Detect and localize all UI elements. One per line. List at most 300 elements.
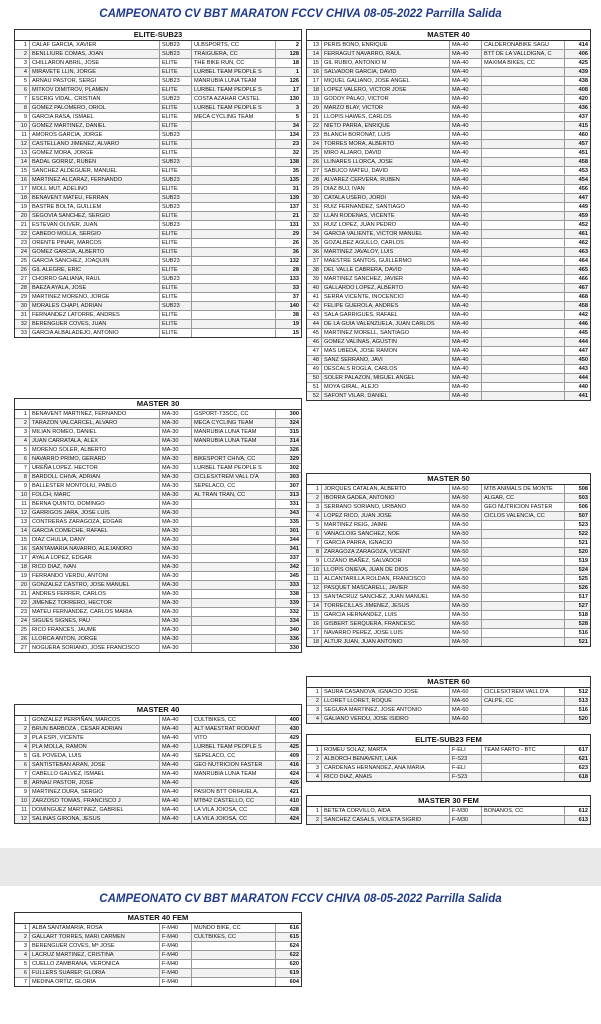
club — [192, 176, 276, 184]
club — [192, 960, 276, 968]
position: 3 — [307, 503, 322, 511]
bib-number: 421 — [289, 789, 299, 795]
rider-row — [15, 266, 301, 275]
category-code: MA-60 — [450, 688, 482, 696]
category-code: MA-40 — [450, 257, 482, 265]
rider-name: GOZALBEZ AGULLO, CARLOS — [322, 239, 450, 247]
club: LURBEL TEAM PEOPLE S — [192, 86, 276, 94]
rider-row — [307, 512, 590, 521]
bib-number: 468 — [578, 294, 588, 300]
rider-row — [307, 807, 590, 816]
rider-row — [15, 473, 301, 482]
position: 2 — [15, 50, 30, 58]
rider-row — [15, 104, 301, 113]
rider-row — [307, 494, 590, 503]
position: 44 — [307, 320, 322, 328]
category-code: MA-40 — [450, 131, 482, 139]
rider-name: MARTINEZ JAVALOY, LUIS — [322, 248, 450, 256]
category-code: MA-50 — [450, 503, 482, 511]
rider-name: FELIPE GUEROLA, ANDRES — [322, 302, 450, 310]
bib-number: 453 — [578, 168, 588, 174]
bib-number: 329 — [289, 456, 299, 462]
rider-row — [307, 95, 590, 104]
category-code: SUB23 — [160, 275, 192, 283]
rider-row — [307, 584, 590, 593]
bib-number: 331 — [289, 501, 299, 507]
rider-name: MIQUEL GALIANO, JOSE ANGEL — [322, 77, 450, 85]
club — [192, 149, 276, 157]
rider-name: ALBA SANTAMARIA, ROSA — [30, 924, 160, 932]
position: 3 — [307, 764, 322, 772]
rider-list — [307, 688, 590, 723]
position: 50 — [307, 374, 322, 382]
rider-row — [307, 706, 590, 715]
position: 32 — [15, 320, 30, 328]
club: BIKESPORT CHIVA, CC — [192, 455, 276, 463]
rider-name: MARTINEZ SANCHEZ, JAVIER — [322, 275, 450, 283]
position: 1 — [307, 485, 322, 493]
bib-number: 332 — [289, 609, 299, 615]
club: PASION BTT ORIHUELA, — [192, 788, 276, 796]
position: 11 — [307, 575, 322, 583]
club — [192, 626, 276, 634]
rider-row — [15, 257, 301, 266]
rider-name: ALCANTARILLA ROLDAN, FRANCISCO — [322, 575, 450, 583]
club — [482, 584, 565, 592]
category-code: MA-40 — [450, 167, 482, 175]
rider-row — [307, 104, 590, 113]
bib-number: 19 — [292, 321, 299, 327]
position: 21 — [15, 590, 30, 598]
club — [482, 86, 565, 94]
rider-name: GOMEZ MARTINEZ, DANIEL — [30, 122, 160, 130]
rider-row — [307, 575, 590, 584]
rider-name: MORALES CHAPI, ADRIAN — [30, 302, 160, 310]
club — [192, 284, 276, 292]
rider-name: MIRAVETE LLIN, JORGE — [30, 68, 160, 76]
rider-row — [15, 581, 301, 590]
bib-number: 457 — [578, 141, 588, 147]
category-code: MA-30 — [160, 410, 192, 418]
bib-number: 18 — [292, 60, 299, 66]
position: 14 — [15, 527, 30, 535]
category-code: MA-40 — [450, 248, 482, 256]
rider-name: GARCIA SANCHEZ, JOAQUIN — [30, 257, 160, 265]
bib-number: 623 — [578, 765, 588, 771]
position: 6 — [15, 86, 30, 94]
rider-name: MOYA GIRAL, ALEJO — [322, 383, 450, 391]
rider-row — [15, 203, 301, 212]
rider-row — [15, 140, 301, 149]
position: 17 — [15, 554, 30, 562]
rider-name: TORRECILLAS JIMENEZ, JESUS — [322, 602, 450, 610]
category-code: MA-40 — [160, 716, 192, 724]
bib-number: 459 — [578, 213, 588, 219]
category-code: ELITE — [160, 122, 192, 130]
bib-number: 467 — [578, 285, 588, 291]
rider-row — [307, 284, 590, 293]
position: 23 — [15, 608, 30, 616]
rider-name: PLA MOLLA, RAMON — [30, 743, 160, 751]
rider-row — [15, 536, 301, 545]
rider-name: PASQUET MASCARELL, JAVIER — [322, 584, 450, 592]
club — [192, 644, 276, 652]
category-code: MA-50 — [450, 566, 482, 574]
bib-number: 446 — [578, 321, 588, 327]
club — [482, 203, 565, 211]
rider-row — [307, 620, 590, 629]
bib-number: 300 — [289, 411, 299, 417]
club — [482, 706, 565, 714]
club — [192, 500, 276, 508]
bib-number: 613 — [578, 817, 588, 823]
club — [482, 293, 565, 301]
rider-name: MILIAN ROMEO, DANIEL — [30, 428, 160, 436]
position: 27 — [15, 275, 30, 283]
bib-number: 313 — [289, 492, 299, 498]
club — [482, 248, 565, 256]
bib-number: 528 — [578, 621, 588, 627]
position: 5 — [15, 752, 30, 760]
category-code: F-ELI — [450, 746, 482, 754]
bib-number: 444 — [578, 339, 588, 345]
club: LA VILA JOIOSA, CC — [192, 806, 276, 814]
bib-number: 2 — [295, 42, 299, 48]
rider-name: RUIZ FERNANDEZ, SANTIAGO — [322, 203, 450, 211]
bib-number: 35 — [292, 168, 299, 174]
category-code: MA-40 — [160, 779, 192, 787]
category-code: MA-40 — [450, 59, 482, 67]
position: 14 — [15, 158, 30, 166]
position: 19 — [15, 203, 30, 211]
club — [482, 167, 565, 175]
category-code: MA-50 — [450, 602, 482, 610]
position: 39 — [307, 275, 322, 283]
rider-row — [307, 697, 590, 706]
rider-row — [307, 557, 590, 566]
category-code: MA-40 — [450, 329, 482, 337]
rider-row — [15, 221, 301, 230]
bib-number: 38 — [292, 312, 299, 318]
position: 16 — [307, 68, 322, 76]
position: 14 — [307, 602, 322, 610]
position: 24 — [15, 617, 30, 625]
club: GEO NUTRICION FASTER — [192, 761, 276, 769]
club: ALT MAESTRAT RODANT — [192, 725, 276, 733]
rider-name: GARCIA ALBALADEJO, ANTONIO — [30, 329, 160, 337]
rider-row — [307, 122, 590, 131]
rider-row — [15, 131, 301, 140]
rider-name: SANCHEZ ALDEGUER, MANUEL — [30, 167, 160, 175]
position: 13 — [307, 41, 322, 49]
position: 46 — [307, 338, 322, 346]
rider-row — [15, 960, 301, 969]
category-code: MA-40 — [450, 374, 482, 382]
rider-name: SEGURA MARTINEZ, JOSE ANTONIO — [322, 706, 450, 714]
category-code: ELITE — [160, 167, 192, 175]
club — [482, 194, 565, 202]
club: MANRUBIA LUNA TEAM — [192, 770, 276, 778]
rider-row — [15, 113, 301, 122]
bib-number: 34 — [292, 123, 299, 129]
bib-number: 139 — [289, 195, 299, 201]
bib-number: 458 — [578, 303, 588, 309]
bib-number: 516 — [578, 707, 588, 713]
position: 12 — [15, 140, 30, 148]
category-code: MA-30 — [160, 635, 192, 643]
category-code: F-M40 — [160, 924, 192, 932]
position: 31 — [307, 203, 322, 211]
club — [482, 602, 565, 610]
category-code: MA-40 — [450, 284, 482, 292]
category-code: MA-40 — [450, 266, 482, 274]
rider-name: CARDENAS HERNANDEZ, ANA MARIA — [322, 764, 450, 772]
position: 13 — [307, 593, 322, 601]
category-code: F-M40 — [160, 933, 192, 941]
rider-row — [307, 77, 590, 86]
bib-number: 28 — [292, 267, 299, 273]
rider-name: GIL RUBIO, ANTONIO M — [322, 59, 450, 67]
bib-number: 438 — [578, 78, 588, 84]
bib-number: 126 — [289, 78, 299, 84]
category-code: MA-60 — [450, 715, 482, 723]
position: 22 — [15, 599, 30, 607]
rider-row — [307, 302, 590, 311]
rider-row — [307, 86, 590, 95]
rider-row — [307, 392, 590, 400]
club: LURBEL TEAM PEOPLE S — [192, 68, 276, 76]
position: 1 — [307, 746, 322, 754]
rider-name: TORRES MORA, ALBERTO — [322, 140, 450, 148]
club — [192, 779, 276, 787]
rider-name: RUIZ LOPEZ, JUAN PEDRO — [322, 221, 450, 229]
bib-number: 36 — [292, 249, 299, 255]
rider-name: LLINARES LLORCA, JOSE — [322, 158, 450, 166]
rider-row — [15, 509, 301, 518]
category-code: MA-40 — [450, 383, 482, 391]
category-code: F-M30 — [450, 816, 482, 824]
position: 2 — [307, 755, 322, 763]
rider-name: NIETO PARRA, ENRIQUE — [322, 122, 450, 130]
position: 4 — [307, 715, 322, 723]
bib-number: 425 — [289, 744, 299, 750]
bib-number: 338 — [289, 591, 299, 597]
rider-row — [15, 942, 301, 951]
club — [482, 575, 565, 583]
rider-name: VANACLOIG SANCHEZ, NOE — [322, 530, 450, 538]
rider-name: RICO DIAZ, ANAIS — [322, 773, 450, 781]
category-code: MA-40 — [450, 203, 482, 211]
rider-name: PLA ESPI, VICENTE — [30, 734, 160, 742]
bib-number: 37 — [292, 294, 299, 300]
rider-name: BASTRE BOLTA, GUILLEM — [30, 203, 160, 211]
bib-number: 330 — [289, 645, 299, 651]
category-code: MA-30 — [160, 437, 192, 445]
club — [192, 554, 276, 562]
position: 5 — [15, 960, 30, 968]
position: 41 — [307, 293, 322, 301]
bib-number: 524 — [578, 567, 588, 573]
club: MTB ANIMALS DE MONTE — [482, 485, 565, 493]
rider-row — [307, 374, 590, 383]
category-code: MA-50 — [450, 575, 482, 583]
club — [482, 611, 565, 619]
position: 16 — [15, 545, 30, 553]
rider-row — [307, 167, 590, 176]
position: 3 — [307, 706, 322, 714]
position: 1 — [307, 807, 322, 815]
category-code: MA-40 — [450, 239, 482, 247]
club — [482, 816, 565, 824]
category-elite-sub23-fem — [306, 734, 591, 782]
bib-number: 344 — [289, 537, 299, 543]
rider-name: GARRIGOS JARA, JOSE LUIS — [30, 509, 160, 517]
club — [192, 221, 276, 229]
rider-row — [15, 284, 301, 293]
bib-number: 456 — [578, 186, 588, 192]
position: 25 — [307, 149, 322, 157]
club — [192, 122, 276, 130]
rider-name: GALLARDO LOPEZ, ALBERTO — [322, 284, 450, 292]
category-code: ELITE — [160, 311, 192, 319]
bib-number: 443 — [578, 366, 588, 372]
club — [482, 140, 565, 148]
rider-list — [15, 410, 301, 652]
rider-name: MARZO BLAY, VICTOR — [322, 104, 450, 112]
bib-number: 1 — [295, 69, 299, 75]
rider-name: MOLL MUT, ADELINO — [30, 185, 160, 193]
rider-name: GARCIA HERNANDEZ, LUIS — [322, 611, 450, 619]
bib-number: 506 — [578, 504, 588, 510]
rider-row — [15, 770, 301, 779]
rider-row — [307, 50, 590, 59]
position: 24 — [15, 248, 30, 256]
category-title: MASTER 50 — [307, 474, 590, 485]
club — [482, 113, 565, 121]
club: SEPELACO, CC — [192, 482, 276, 490]
rider-row — [15, 59, 301, 68]
club — [192, 140, 276, 148]
category-code: MA-30 — [160, 428, 192, 436]
bib-number: 414 — [578, 42, 588, 48]
category-code: SUB23 — [160, 95, 192, 103]
club — [482, 77, 565, 85]
category-code: MA-40 — [450, 392, 482, 400]
rider-name: MAESTRE SANTOS, GUILLERMO — [322, 257, 450, 265]
position: 2 — [15, 933, 30, 941]
rider-row — [15, 176, 301, 185]
bib-number: 326 — [289, 447, 299, 453]
category-code: MA-40 — [450, 140, 482, 148]
position: 45 — [307, 329, 322, 337]
rider-name: BERENGUER COVES, JUAN — [30, 320, 160, 328]
category-code: SUB23 — [160, 50, 192, 58]
position: 8 — [15, 779, 30, 787]
category-code: ELITE — [160, 59, 192, 67]
page-title: CAMPEONATO CV BBT MARATON FCCV CHIVA 08-05-2022 Parrilla Salida — [99, 8, 502, 20]
rider-name: ZARAGOZA ZARAGOZA, VICENT — [322, 548, 450, 556]
position: 11 — [15, 806, 30, 814]
club — [482, 230, 565, 238]
rider-row — [307, 365, 590, 374]
bib-number: 15 — [292, 330, 299, 336]
position: 5 — [307, 521, 322, 529]
club — [192, 158, 276, 166]
category-code: MA-30 — [160, 419, 192, 427]
bib-number: 23 — [292, 141, 299, 147]
bib-number: 604 — [289, 979, 299, 985]
club — [192, 590, 276, 598]
rider-name: GARCIA PARRA, IGNACIO — [322, 539, 450, 547]
rider-name: GIL ALEGRE, ERIC — [30, 266, 160, 274]
category-title: MASTER 60 — [307, 677, 590, 688]
position: 23 — [307, 131, 322, 139]
rider-name: ALBORCH BENAVENT, LAIA — [322, 755, 450, 763]
rider-row — [307, 566, 590, 575]
position: 37 — [307, 257, 322, 265]
rider-row — [15, 230, 301, 239]
club — [192, 608, 276, 616]
rider-row — [307, 602, 590, 611]
club: TRAIGUERA, CC — [192, 50, 276, 58]
rider-name: BLANCH BORONAT, LUIS — [322, 131, 450, 139]
club — [482, 131, 565, 139]
bib-number: 138 — [289, 159, 299, 165]
rider-row — [307, 764, 590, 773]
club: MANRUBIA LUNA TEAM — [192, 428, 276, 436]
page-title-2: CAMPEONATO CV BBT MARATON FCCV CHIVA 08-05-2022 Parrilla Salida — [99, 893, 502, 905]
position: 18 — [15, 194, 30, 202]
category-code: MA-40 — [160, 752, 192, 760]
bib-number: 416 — [289, 762, 299, 768]
category-code: F-M40 — [160, 960, 192, 968]
club — [192, 230, 276, 238]
position: 6 — [307, 530, 322, 538]
category-code: MA-40 — [450, 338, 482, 346]
position: 4 — [15, 743, 30, 751]
rider-row — [307, 521, 590, 530]
club: TEAM FARTO - BTC — [482, 746, 565, 754]
rider-row — [15, 599, 301, 608]
bib-number: 137 — [289, 204, 299, 210]
category-code: MA-30 — [160, 446, 192, 454]
position: 42 — [307, 302, 322, 310]
rider-row — [307, 539, 590, 548]
bib-number: 460 — [578, 132, 588, 138]
rider-row — [307, 131, 590, 140]
rider-row — [307, 158, 590, 167]
category-elite-sub23 — [14, 29, 302, 338]
position: 8 — [15, 473, 30, 481]
position: 4 — [15, 437, 30, 445]
page-break — [0, 848, 601, 886]
rider-row — [15, 545, 301, 554]
category-title: MASTER 40 FEM — [15, 913, 301, 924]
club — [192, 203, 276, 211]
rider-name: ARNAU PASTOR, SERGI — [30, 77, 160, 85]
position: 1 — [15, 924, 30, 932]
rider-name: FERRANDO VERDU, ANTONI — [30, 572, 160, 580]
bib-number: 339 — [289, 600, 299, 606]
club — [482, 715, 565, 723]
rider-row — [15, 518, 301, 527]
rider-name: LLAN RODENAS, VICENTE — [322, 212, 450, 220]
rider-name: AYALA LOPEZ, EDGAR — [30, 554, 160, 562]
rider-row — [15, 626, 301, 635]
rider-list — [15, 41, 301, 337]
category-code: MA-30 — [160, 617, 192, 625]
club: SEPELACO, CC — [192, 752, 276, 760]
